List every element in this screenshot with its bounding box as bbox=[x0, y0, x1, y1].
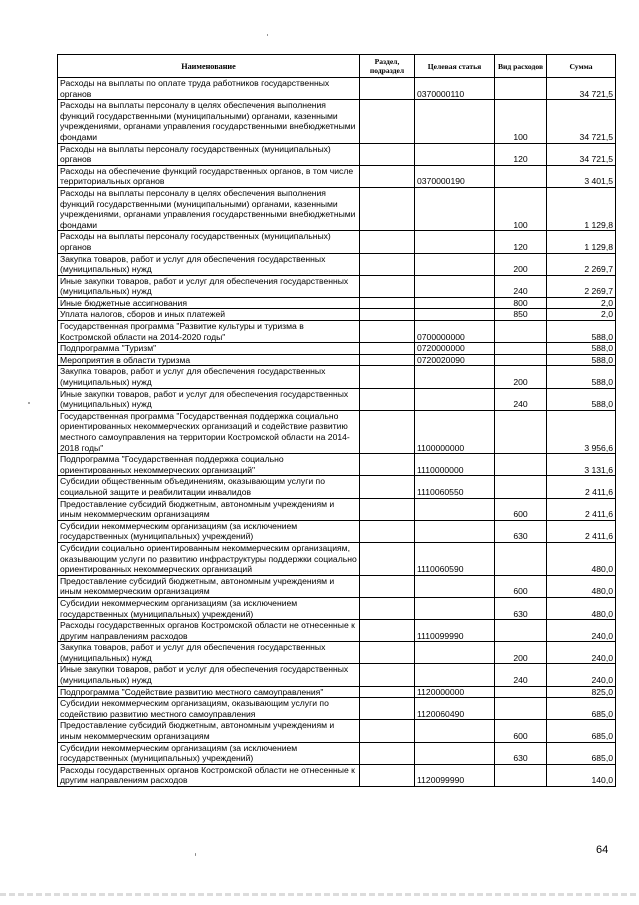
table-row bbox=[58, 410, 616, 453]
table-row bbox=[58, 764, 616, 786]
table-row bbox=[58, 720, 616, 742]
cell-kind: 600 bbox=[495, 498, 547, 520]
scan-speck bbox=[195, 853, 196, 856]
cell-section bbox=[360, 388, 415, 410]
cell-kind bbox=[495, 698, 547, 720]
cell-section bbox=[360, 253, 415, 275]
cell-name: Расходы на выплаты персоналу государственных (муниципальных) органов bbox=[58, 143, 360, 165]
cell-sum: 588,0 bbox=[547, 321, 616, 343]
cell-sum: 1 129,8 bbox=[547, 231, 616, 253]
cell-name: Предоставление субсидий бюджетным, автономным учреждениям и иным некоммерческим организациям bbox=[58, 720, 360, 742]
cell-sum: 140,0 bbox=[547, 764, 616, 786]
cell-target: 1120000000 bbox=[415, 686, 495, 698]
cell-kind: 240 bbox=[495, 388, 547, 410]
cell-name: Субсидии некоммерческим организациям (за исключением государственных (муниципальных) учреждений) bbox=[58, 742, 360, 764]
cell-kind bbox=[495, 476, 547, 498]
table-row bbox=[58, 297, 616, 309]
cell-kind: 600 bbox=[495, 720, 547, 742]
cell-target bbox=[415, 309, 495, 321]
cell-name: Закупка товаров, работ и услуг для обеспечения государственных (муниципальных) нужд bbox=[58, 642, 360, 664]
cell-kind bbox=[495, 542, 547, 575]
cell-target bbox=[415, 187, 495, 230]
cell-name: Государственная программа "Развитие культуры и туризма в Костромской области на 2014-2020 годы" bbox=[58, 321, 360, 343]
cell-sum: 825,0 bbox=[547, 686, 616, 698]
table-row bbox=[58, 231, 616, 253]
cell-sum: 2 411,6 bbox=[547, 476, 616, 498]
table-row bbox=[58, 454, 616, 476]
table-row bbox=[58, 642, 616, 664]
cell-name: Подпрограмма "Содействие развитию местного самоуправления" bbox=[58, 686, 360, 698]
cell-sum: 240,0 bbox=[547, 664, 616, 686]
cell-sum: 588,0 bbox=[547, 388, 616, 410]
cell-kind: 240 bbox=[495, 275, 547, 297]
table-row bbox=[58, 321, 616, 343]
cell-name: Предоставление субсидий бюджетным, автономным учреждениям и иным некоммерческим организациям bbox=[58, 575, 360, 597]
cell-section bbox=[360, 275, 415, 297]
cell-sum: 588,0 bbox=[547, 366, 616, 388]
cell-section bbox=[360, 764, 415, 786]
cell-section bbox=[360, 100, 415, 143]
cell-name: Закупка товаров, работ и услуг для обеспечения государственных (муниципальных) нужд bbox=[58, 253, 360, 275]
cell-section bbox=[360, 686, 415, 698]
cell-sum: 34 721,5 bbox=[547, 143, 616, 165]
cell-target: 1120060490 bbox=[415, 698, 495, 720]
cell-name: Иные закупки товаров, работ и услуг для обеспечения государственных (муниципальных) нужд bbox=[58, 388, 360, 410]
table-row bbox=[58, 354, 616, 366]
cell-sum: 480,0 bbox=[547, 542, 616, 575]
cell-name: Подпрограмма "Государственная поддержка социально ориентированных некоммерческих организаций" bbox=[58, 454, 360, 476]
scan-edge-line bbox=[0, 893, 639, 896]
cell-name: Расходы на обеспечение функций государственных органов, в том числе территориальных органов bbox=[58, 165, 360, 187]
cell-target bbox=[415, 498, 495, 520]
cell-sum: 3 401,5 bbox=[547, 165, 616, 187]
cell-kind: 200 bbox=[495, 366, 547, 388]
cell-name: Подпрограмма "Туризм" bbox=[58, 343, 360, 355]
cell-sum: 240,0 bbox=[547, 642, 616, 664]
cell-sum: 2 411,6 bbox=[547, 520, 616, 542]
cell-sum: 588,0 bbox=[547, 354, 616, 366]
cell-sum: 3 956,6 bbox=[547, 410, 616, 453]
table-row bbox=[58, 498, 616, 520]
cell-section bbox=[360, 231, 415, 253]
cell-name: Расходы государственных органов Костромской области не отнесенные к другим направлениям расходов bbox=[58, 620, 360, 642]
cell-kind bbox=[495, 454, 547, 476]
cell-kind bbox=[495, 354, 547, 366]
cell-sum: 34 721,5 bbox=[547, 100, 616, 143]
cell-section bbox=[360, 476, 415, 498]
cell-section bbox=[360, 597, 415, 619]
cell-kind bbox=[495, 321, 547, 343]
cell-section bbox=[360, 343, 415, 355]
cell-kind: 200 bbox=[495, 642, 547, 664]
header-kind: Вид расходов bbox=[495, 55, 547, 78]
cell-section bbox=[360, 143, 415, 165]
table-row bbox=[58, 366, 616, 388]
cell-sum: 3 131,6 bbox=[547, 454, 616, 476]
table-row bbox=[58, 100, 616, 143]
cell-target bbox=[415, 520, 495, 542]
cell-name: Субсидии некоммерческим организациям, оказывающим услуги по содействию развитию местного самоуправления bbox=[58, 698, 360, 720]
cell-sum: 2 411,6 bbox=[547, 498, 616, 520]
cell-section bbox=[360, 698, 415, 720]
cell-name: Расходы государственных органов Костромской области не отнесенные к другим направлениям расходов bbox=[58, 764, 360, 786]
cell-sum: 34 721,5 bbox=[547, 78, 616, 100]
cell-kind bbox=[495, 620, 547, 642]
cell-kind: 630 bbox=[495, 520, 547, 542]
cell-sum: 2 269,7 bbox=[547, 275, 616, 297]
cell-target bbox=[415, 253, 495, 275]
table-row bbox=[58, 309, 616, 321]
cell-section bbox=[360, 297, 415, 309]
cell-section bbox=[360, 309, 415, 321]
cell-section bbox=[360, 354, 415, 366]
cell-section bbox=[360, 642, 415, 664]
cell-name: Субсидии общественным объединениям, оказывающим услуги по социальной защите и реабилитации инвалидов bbox=[58, 476, 360, 498]
cell-sum: 2,0 bbox=[547, 297, 616, 309]
cell-section bbox=[360, 366, 415, 388]
table-row bbox=[58, 253, 616, 275]
page-number: 64 bbox=[596, 844, 609, 856]
cell-target bbox=[415, 720, 495, 742]
table-header-row bbox=[58, 55, 616, 78]
cell-sum: 685,0 bbox=[547, 698, 616, 720]
cell-kind: 200 bbox=[495, 253, 547, 275]
header-section: Раздел, подраздел bbox=[360, 55, 415, 78]
cell-target: 1110000000 bbox=[415, 454, 495, 476]
cell-kind: 850 bbox=[495, 309, 547, 321]
cell-section bbox=[360, 520, 415, 542]
cell-name: Расходы на выплаты по оплате труда работников государственных органов bbox=[58, 78, 360, 100]
cell-name: Уплата налогов, сборов и иных платежей bbox=[58, 309, 360, 321]
cell-name: Субсидии некоммерческим организациям (за исключением государственных (муниципальных) учреждений) bbox=[58, 520, 360, 542]
header-target: Целевая статья bbox=[415, 55, 495, 78]
cell-sum: 480,0 bbox=[547, 575, 616, 597]
cell-target: 1110060590 bbox=[415, 542, 495, 575]
cell-name: Расходы на выплаты персоналу государственных (муниципальных) органов bbox=[58, 231, 360, 253]
cell-section bbox=[360, 742, 415, 764]
cell-kind bbox=[495, 410, 547, 453]
cell-target: 0370000110 bbox=[415, 78, 495, 100]
cell-target bbox=[415, 143, 495, 165]
cell-kind bbox=[495, 686, 547, 698]
cell-section bbox=[360, 575, 415, 597]
cell-target bbox=[415, 297, 495, 309]
cell-section bbox=[360, 321, 415, 343]
cell-name: Государственная программа "Государственная поддержка социально ориентированных некоммерческих организаций и содействие развитию местного самоуправления на территории Костромской области на 2014-2018 годы" bbox=[58, 410, 360, 453]
table-row bbox=[58, 520, 616, 542]
table-row bbox=[58, 620, 616, 642]
scan-speck bbox=[28, 402, 30, 404]
cell-section bbox=[360, 410, 415, 453]
cell-kind: 630 bbox=[495, 597, 547, 619]
cell-kind bbox=[495, 343, 547, 355]
cell-target bbox=[415, 575, 495, 597]
table-row bbox=[58, 165, 616, 187]
cell-kind: 120 bbox=[495, 143, 547, 165]
cell-name: Расходы на выплаты персоналу в целях обеспечения выполнения функций государственными (муниципальными) органами, казенными учреждениями, органами управления государственными внебюджетными фондами bbox=[58, 100, 360, 143]
cell-target bbox=[415, 664, 495, 686]
cell-sum: 2 269,7 bbox=[547, 253, 616, 275]
cell-sum: 240,0 bbox=[547, 620, 616, 642]
cell-name: Субсидии некоммерческим организациям (за исключением государственных (муниципальных) учреждений) bbox=[58, 597, 360, 619]
cell-target bbox=[415, 275, 495, 297]
cell-section bbox=[360, 620, 415, 642]
table-row bbox=[58, 143, 616, 165]
cell-target bbox=[415, 100, 495, 143]
cell-kind bbox=[495, 764, 547, 786]
cell-target bbox=[415, 231, 495, 253]
table-row bbox=[58, 542, 616, 575]
table-row bbox=[58, 476, 616, 498]
cell-name: Иные бюджетные ассигнования bbox=[58, 297, 360, 309]
cell-target bbox=[415, 597, 495, 619]
cell-sum: 685,0 bbox=[547, 742, 616, 764]
cell-kind: 120 bbox=[495, 231, 547, 253]
header-sum: Сумма bbox=[547, 55, 616, 78]
table-row bbox=[58, 343, 616, 355]
cell-kind: 600 bbox=[495, 575, 547, 597]
cell-name: Иные закупки товаров, работ и услуг для обеспечения государственных (муниципальных) нужд bbox=[58, 664, 360, 686]
table-row bbox=[58, 187, 616, 230]
cell-section bbox=[360, 165, 415, 187]
cell-kind bbox=[495, 78, 547, 100]
cell-kind: 100 bbox=[495, 187, 547, 230]
cell-name: Мероприятия в области туризма bbox=[58, 354, 360, 366]
cell-sum: 685,0 bbox=[547, 720, 616, 742]
table-row bbox=[58, 698, 616, 720]
cell-target bbox=[415, 366, 495, 388]
table-row bbox=[58, 78, 616, 100]
cell-target bbox=[415, 742, 495, 764]
cell-kind bbox=[495, 165, 547, 187]
cell-name: Предоставление субсидий бюджетным, автономным учреждениям и иным некоммерческим организациям bbox=[58, 498, 360, 520]
cell-target bbox=[415, 388, 495, 410]
cell-name: Субсидии социально ориентированным некоммерческим организациям, оказывающим услуги по развитию инфраструктуры поддержки социально ориентированных некоммерческих организаций bbox=[58, 542, 360, 575]
cell-section bbox=[360, 498, 415, 520]
cell-target: 0700000000 bbox=[415, 321, 495, 343]
cell-section bbox=[360, 720, 415, 742]
cell-sum: 2,0 bbox=[547, 309, 616, 321]
cell-name: Расходы на выплаты персоналу в целях обеспечения выполнения функций государственными (муниципальными) органами, казенными учреждениями, органами управления государственными внебюджетными фондами bbox=[58, 187, 360, 230]
cell-target: 0720020090 bbox=[415, 354, 495, 366]
cell-target: 0720000000 bbox=[415, 343, 495, 355]
cell-sum: 1 129,8 bbox=[547, 187, 616, 230]
header-name: Наименование bbox=[58, 55, 360, 78]
cell-section bbox=[360, 78, 415, 100]
table-row bbox=[58, 686, 616, 698]
table-row bbox=[58, 575, 616, 597]
cell-kind: 800 bbox=[495, 297, 547, 309]
scan-speck bbox=[267, 34, 268, 36]
table-row bbox=[58, 742, 616, 764]
table-row bbox=[58, 275, 616, 297]
cell-kind: 630 bbox=[495, 742, 547, 764]
cell-target: 1120099990 bbox=[415, 764, 495, 786]
cell-section bbox=[360, 454, 415, 476]
cell-target: 1110099990 bbox=[415, 620, 495, 642]
cell-name: Иные закупки товаров, работ и услуг для обеспечения государственных (муниципальных) нужд bbox=[58, 275, 360, 297]
table-row bbox=[58, 597, 616, 619]
cell-name: Закупка товаров, работ и услуг для обеспечения государственных (муниципальных) нужд bbox=[58, 366, 360, 388]
cell-sum: 588,0 bbox=[547, 343, 616, 355]
cell-section bbox=[360, 664, 415, 686]
cell-kind: 100 bbox=[495, 100, 547, 143]
table-row bbox=[58, 388, 616, 410]
cell-section bbox=[360, 187, 415, 230]
cell-target bbox=[415, 642, 495, 664]
cell-target: 0370000190 bbox=[415, 165, 495, 187]
cell-target: 1100000000 bbox=[415, 410, 495, 453]
budget-table bbox=[57, 54, 616, 787]
cell-section bbox=[360, 542, 415, 575]
table-row bbox=[58, 664, 616, 686]
cell-sum: 480,0 bbox=[547, 597, 616, 619]
cell-kind: 240 bbox=[495, 664, 547, 686]
cell-target: 1110060550 bbox=[415, 476, 495, 498]
